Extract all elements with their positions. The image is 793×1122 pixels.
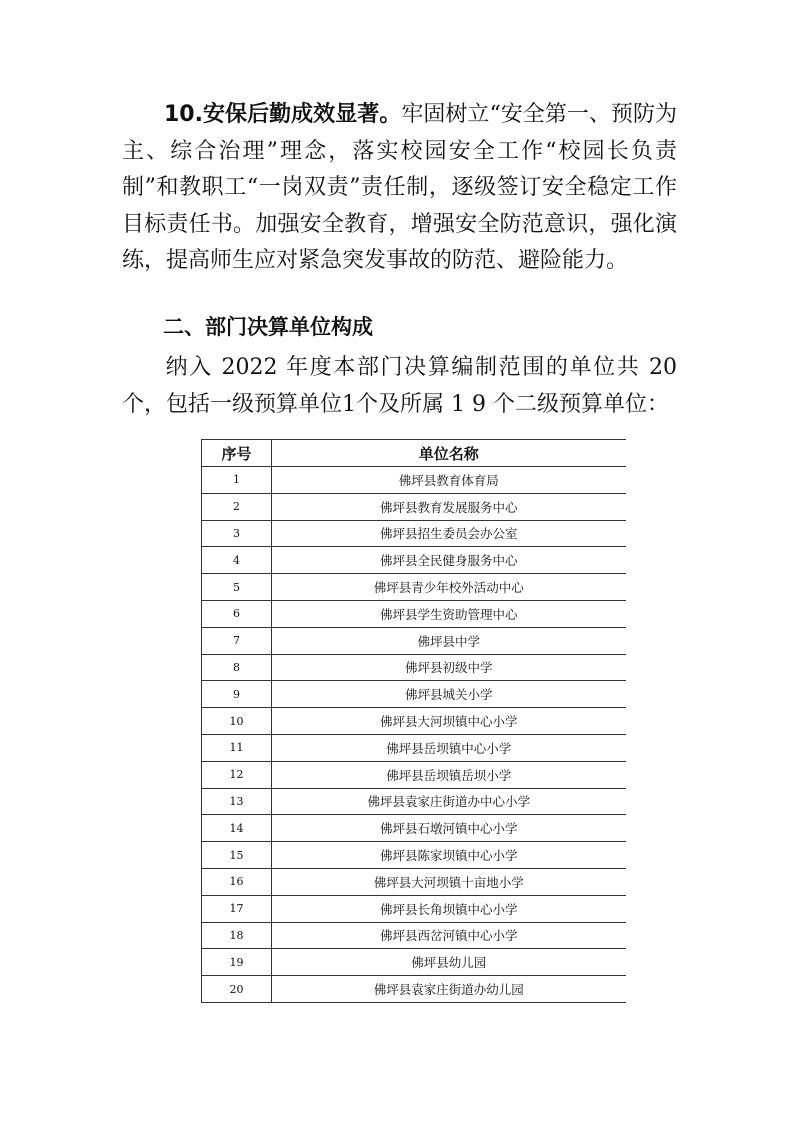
row-number: 11 bbox=[202, 734, 272, 761]
table-row bbox=[202, 627, 626, 654]
unit-name: 佛坪县全民健身服务中心 bbox=[272, 547, 626, 574]
table-row bbox=[202, 574, 626, 601]
table-row bbox=[202, 949, 626, 976]
row-number: 2 bbox=[202, 493, 272, 520]
row-number: 20 bbox=[202, 976, 272, 1003]
row-number: 15 bbox=[202, 842, 272, 869]
row-number: 9 bbox=[202, 681, 272, 708]
row-number: 6 bbox=[202, 600, 272, 627]
row-number: 19 bbox=[202, 949, 272, 976]
table-row bbox=[202, 600, 626, 627]
unit-name: 佛坪县袁家庄街道办中心小学 bbox=[272, 788, 626, 815]
unit-name: 佛坪县教育体育局 bbox=[272, 467, 626, 494]
table-row bbox=[202, 895, 626, 922]
section-2-intro: 纳入 2022 年度本部门决算编制范围的单位共 20 个，包括一级预算单位1个及所属 1 9 个二级预算单位： bbox=[122, 355, 677, 417]
unit-name: 佛坪县青少年校外活动中心 bbox=[272, 574, 626, 601]
unit-name: 佛坪县长角坝镇中心小学 bbox=[272, 895, 626, 922]
table-row bbox=[202, 815, 626, 842]
row-number: 10 bbox=[202, 708, 272, 735]
table-row bbox=[202, 788, 626, 815]
unit-name: 佛坪县西岔河镇中心小学 bbox=[272, 922, 626, 949]
unit-name: 佛坪县袁家庄街道办幼儿园 bbox=[272, 976, 626, 1003]
unit-name: 佛坪县岳坝镇中心小学 bbox=[272, 734, 626, 761]
unit-name: 佛坪县学生资助管理中心 bbox=[272, 600, 626, 627]
row-number: 16 bbox=[202, 868, 272, 895]
table-row bbox=[202, 842, 626, 869]
unit-name: 佛坪县岳坝镇岳坝小学 bbox=[272, 761, 626, 788]
unit-name: 佛坪县陈家坝镇中心小学 bbox=[272, 842, 626, 869]
table-row bbox=[202, 708, 626, 735]
table-header-row bbox=[202, 440, 626, 467]
unit-name: 佛坪县石墩河镇中心小学 bbox=[272, 815, 626, 842]
table-row bbox=[202, 976, 626, 1003]
column-header-number: 序号 bbox=[202, 440, 272, 467]
table-row bbox=[202, 761, 626, 788]
row-number: 18 bbox=[202, 922, 272, 949]
section-10-lead: 10.安保后勤成效显著。 bbox=[164, 102, 402, 127]
unit-name: 佛坪县中学 bbox=[272, 627, 626, 654]
table-row bbox=[202, 654, 626, 681]
row-number: 14 bbox=[202, 815, 272, 842]
budget-units-table bbox=[201, 439, 626, 1003]
unit-name: 佛坪县教育发展服务中心 bbox=[272, 493, 626, 520]
table-row bbox=[202, 520, 626, 547]
table-row bbox=[202, 681, 626, 708]
table-row bbox=[202, 547, 626, 574]
table-row bbox=[202, 922, 626, 949]
section-10-body: 牢固树立“安全第一、预防为主、综合治理”理念，落实校园安全工作“校园长负责制”和教职工“一岗双责”责任制，逐级签订安全稳定工作目标责任书。加强安全教育，增强安全防范意识，强化演练，提高师生应对紧急突发事故的防范、避险能力。 bbox=[122, 102, 677, 273]
section-2-heading: 二、部门决算单位构成 bbox=[163, 315, 373, 339]
unit-name: 佛坪县幼儿园 bbox=[272, 949, 626, 976]
table-row bbox=[202, 493, 626, 520]
table-row bbox=[202, 734, 626, 761]
unit-name: 佛坪县大河坝镇中心小学 bbox=[272, 708, 626, 735]
unit-name: 佛坪县大河坝镇十亩地小学 bbox=[272, 868, 626, 895]
row-number: 17 bbox=[202, 895, 272, 922]
row-number: 8 bbox=[202, 654, 272, 681]
table-row bbox=[202, 467, 626, 494]
column-header-unit-name: 单位名称 bbox=[272, 440, 626, 467]
row-number: 13 bbox=[202, 788, 272, 815]
row-number: 1 bbox=[202, 467, 272, 494]
row-number: 5 bbox=[202, 574, 272, 601]
section-2-intro-paragraph bbox=[122, 350, 677, 423]
row-number: 12 bbox=[202, 761, 272, 788]
unit-name: 佛坪县初级中学 bbox=[272, 654, 626, 681]
section-10-paragraph bbox=[122, 97, 677, 280]
table-row bbox=[202, 868, 626, 895]
unit-name: 佛坪县招生委员会办公室 bbox=[272, 520, 626, 547]
unit-name: 佛坪县城关小学 bbox=[272, 681, 626, 708]
row-number: 3 bbox=[202, 520, 272, 547]
row-number: 7 bbox=[202, 627, 272, 654]
row-number: 4 bbox=[202, 547, 272, 574]
